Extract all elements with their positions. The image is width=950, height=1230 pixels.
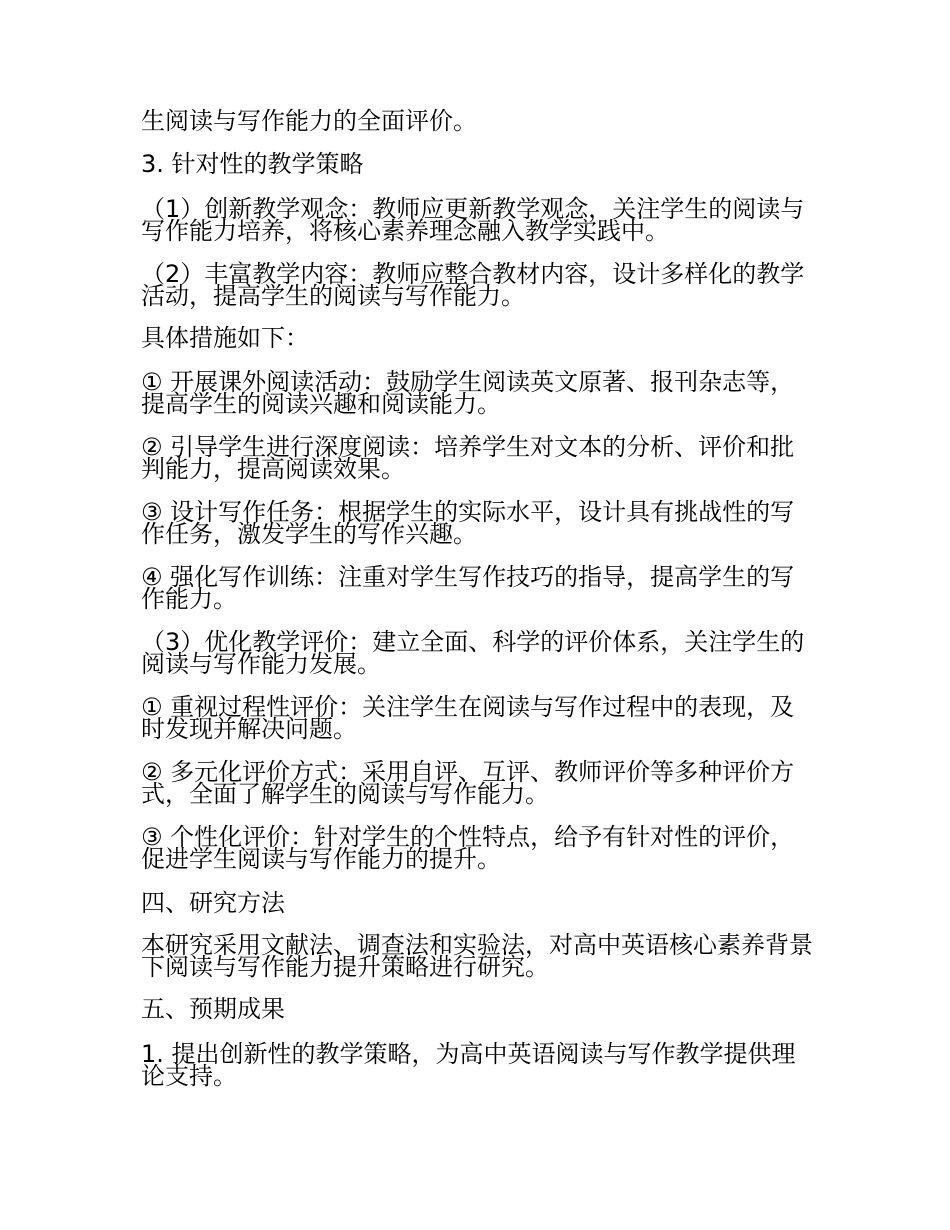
paragraph-optimize-evaluation: （3）优化教学评价：建立全面、科学的评价体系，关注学生的阅读与写作能力发展。	[141, 628, 805, 678]
list-item-writing-tasks: ③ 设计写作任务：根据学生的实际水平，设计具有挑战性的写作任务，激发学生的写作兴趣。	[141, 498, 795, 548]
list-item-extracurricular-reading: ① 开展课外阅读活动：鼓励学生阅读英文原著、报刊杂志等，提高学生的阅读兴趣和阅读能力。	[141, 368, 795, 418]
list-item-writing-training: ④ 强化写作训练：注重对学生写作技巧的指导，提高学生的写作能力。	[141, 563, 795, 613]
paragraph-measures-intro: 具体措施如下：	[141, 324, 309, 352]
list-item-deep-reading: ② 引导学生进行深度阅读：培养学生对文本的分析、评价和批判能力，提高阅读效果。	[141, 433, 795, 483]
paragraph-enrich-content: （2）丰富教学内容：教师应整合教材内容，设计多样化的教学活动，提高学生的阅读与写作能力。	[141, 260, 805, 310]
heading-teaching-strategy: 3. 针对性的教学策略	[141, 150, 364, 178]
heading-expected-results: 五、预期成果	[141, 995, 285, 1023]
paragraph-innovate-concept: （1）创新教学观念：教师应更新教学观念，关注学生的阅读与写作能力培养，将核心素养理念融入教学实践中。	[141, 195, 805, 245]
paragraph-research-methods: 本研究采用文献法、调查法和实验法，对高中英语核心素养背景下阅读与写作能力提升策略进行研究。	[141, 931, 813, 981]
list-item-expected-result-1: 1. 提出创新性的教学策略，为高中英语阅读与写作教学提供理论支持。	[141, 1040, 796, 1090]
list-item-personalized-evaluation: ③ 个性化评价：针对学生的个性特点，给予有针对性的评价，促进学生阅读与写作能力的提升。	[141, 823, 795, 873]
heading-research-methods: 四、研究方法	[141, 889, 285, 917]
list-item-diverse-evaluation: ② 多元化评价方式：采用自评、互评、教师评价等多种评价方式，全面了解学生的阅读与写作能力。	[141, 758, 795, 808]
paragraph-evaluation-tail: 生阅读与写作能力的全面评价。	[141, 107, 477, 135]
list-item-process-evaluation: ① 重视过程性评价：关注学生在阅读与写作过程中的表现，及时发现并解决问题。	[141, 693, 795, 743]
